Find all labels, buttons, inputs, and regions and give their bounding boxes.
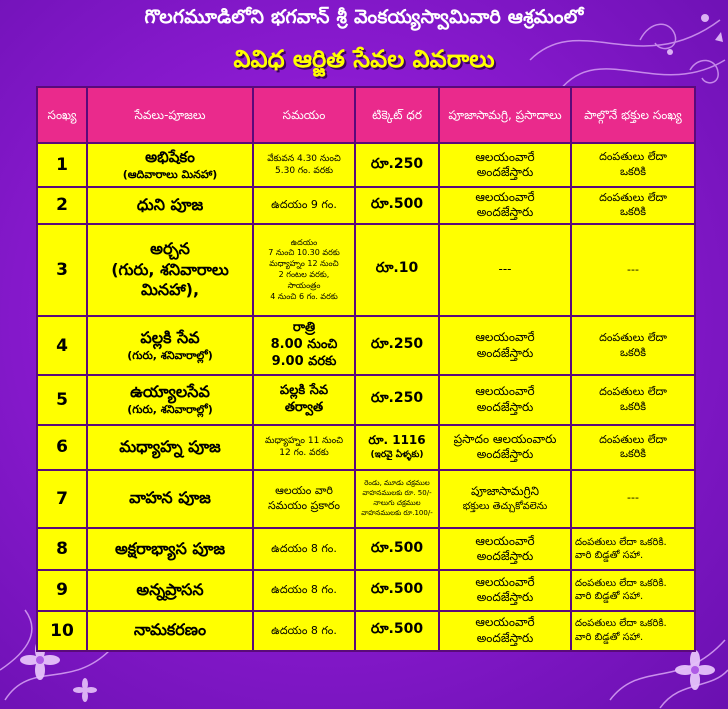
- service-name: అక్షరాభ్యాస పూజ: [87, 528, 253, 570]
- materials: [439, 470, 571, 528]
- service-time: [253, 316, 355, 374]
- materials-line: అందజేస్తారు: [476, 630, 534, 645]
- table-header-row: [37, 87, 695, 143]
- time-line: ఉదయం: [290, 237, 318, 247]
- service-name: ధుని పూజ: [87, 187, 253, 223]
- price-note: (ఇరవై ఏళ్ళకు): [370, 449, 424, 460]
- materials-line: అందజేస్తారు: [476, 165, 534, 180]
- ticket-price: రూ.500: [355, 570, 439, 610]
- materials-line: అందజేస్తారు: [476, 549, 534, 564]
- materials-line: పూజాసామగ్రిని: [470, 484, 539, 499]
- devotees-line: దంపతులు లేదా: [599, 432, 667, 446]
- ticket-price: [355, 425, 439, 469]
- table-row: [37, 425, 695, 469]
- service-name: మధ్యాహ్న పూజ: [87, 425, 253, 469]
- time-line: సాయంత్రం: [287, 280, 321, 290]
- table-row: [37, 611, 695, 651]
- devotees-line: దంపతులు లేదా: [599, 385, 667, 399]
- time-line: తర్వాత: [284, 399, 324, 415]
- service-name: [87, 375, 253, 425]
- devotees-line: దంపతులు లేదా ఒకరికి.: [575, 618, 667, 630]
- materials-line: అందజేస్తారు: [476, 447, 534, 462]
- service-time: [253, 375, 355, 425]
- service-note: (గురు, శనివారాల్లో): [127, 348, 213, 362]
- materials-line: భక్తులు తెచ్చుకోవలెను: [462, 501, 548, 513]
- row-number: 1: [37, 143, 87, 187]
- service-name: [87, 224, 253, 317]
- materials: [439, 187, 571, 223]
- materials: [439, 611, 571, 651]
- time-line: మధ్యాహ్నం 12 నుంచి: [269, 259, 339, 269]
- price-line: వాహనములకు రూ.100/-: [361, 508, 433, 517]
- time-line: మధ్యాహ్నం 11 నుంచి: [264, 436, 344, 447]
- devotees-line: దంపతులు లేదా: [599, 190, 667, 204]
- time-line: 9.00 వరకు: [271, 354, 337, 370]
- table-row: [37, 470, 695, 528]
- column-header-materials: పూజాసామగ్రి, ప్రసాదాలు: [439, 87, 571, 143]
- service-name: [87, 316, 253, 374]
- devotees-line: ఒకరికి: [619, 205, 647, 219]
- devotees-line: ఒకరికి: [619, 345, 647, 359]
- table-row: [37, 224, 695, 317]
- materials-line: అందజేస్తారు: [476, 345, 534, 360]
- time-line: పల్లకి సేవ: [279, 383, 329, 399]
- ticket-price: రూ.500: [355, 611, 439, 651]
- devotees: [571, 528, 695, 570]
- devotees: ---: [571, 224, 695, 317]
- materials-line: అందజేస్తారు: [476, 590, 534, 605]
- devotees-line: వారి బిడ్డతో సహా.: [575, 631, 644, 643]
- service-title: ఉయ్యాలసేవ: [130, 382, 210, 402]
- row-number: 10: [37, 611, 87, 651]
- ticket-price: రూ.250: [355, 143, 439, 187]
- devotees-line: ఒకరికి: [619, 165, 647, 179]
- row-number: 3: [37, 224, 87, 317]
- row-number: 9: [37, 570, 87, 610]
- devotees: [571, 570, 695, 610]
- column-header-time: సమయం: [253, 87, 355, 143]
- service-name: అన్నప్రాసన: [87, 570, 253, 610]
- devotees: [571, 611, 695, 651]
- devotees-line: దంపతులు లేదా ఒకరికి.: [575, 577, 667, 589]
- service-note: (గురు, శనివారాల్లో): [127, 403, 213, 417]
- row-number: 2: [37, 187, 87, 223]
- service-note: (గురు, శనివారాలు: [111, 259, 229, 279]
- materials-line: ఆలయంవారే: [475, 615, 535, 630]
- time-line: సమయం ప్రకారం: [267, 498, 341, 512]
- service-time: ఉదయం 8 గం.: [253, 528, 355, 570]
- materials: [439, 375, 571, 425]
- devotees: [571, 316, 695, 374]
- row-number: 5: [37, 375, 87, 425]
- price-value: రూ. 1116: [368, 432, 426, 447]
- service-time: [253, 143, 355, 187]
- materials: [439, 143, 571, 187]
- materials: [439, 528, 571, 570]
- devotees-line: వారి బిడ్డతో సహా.: [575, 591, 644, 603]
- row-number: 7: [37, 470, 87, 528]
- service-time: [253, 425, 355, 469]
- ticket-price: రూ.250: [355, 375, 439, 425]
- materials-line: అందజేస్తారు: [476, 399, 534, 414]
- materials-line: ఆలయంవారే: [475, 189, 535, 204]
- service-name: వాహన పూజ: [87, 470, 253, 528]
- materials: [439, 316, 571, 374]
- service-time: ఉదయం 9 గం.: [253, 187, 355, 223]
- devotees-line: దంపతులు లేదా: [599, 150, 667, 164]
- devotees: [571, 143, 695, 187]
- devotees: [571, 425, 695, 469]
- materials-line: ఆలయంవారే: [475, 574, 535, 589]
- materials: ---: [439, 224, 571, 317]
- ticket-price: రూ.500: [355, 528, 439, 570]
- row-number: 8: [37, 528, 87, 570]
- materials: [439, 425, 571, 469]
- materials: [439, 570, 571, 610]
- table-row: [37, 375, 695, 425]
- page-title: గొలగమూడిలోని భగవాన్ శ్రీ వెంకయ్యస్వామివారి ఆశ్రమంలో: [144, 6, 584, 28]
- service-name: [87, 143, 253, 187]
- time-line: 2 గంటల వరకు,: [278, 269, 330, 279]
- devotees-line: ఒకరికి: [619, 399, 647, 413]
- ticket-price: [355, 470, 439, 528]
- time-line: ఆలయం వారి: [275, 484, 333, 498]
- devotees-line: వారి బిడ్డతో సహా.: [575, 550, 644, 562]
- service-note: (ఆదివారాలు మినహా): [122, 167, 218, 181]
- devotees: ---: [571, 470, 695, 528]
- time-line: 5.30 గం. వరకు: [275, 166, 333, 177]
- time-line: 8.00 నుంచి: [270, 337, 338, 353]
- table-row: [37, 143, 695, 187]
- service-title: పల్లకి సేవ: [140, 328, 200, 348]
- table-row: [37, 570, 695, 610]
- materials-line: ప్రసాదం ఆలయంవారు: [453, 431, 557, 446]
- service-note: మినహా),: [140, 280, 200, 300]
- column-header-number: సంఖ్య: [37, 87, 87, 143]
- table-row: [37, 316, 695, 374]
- row-number: 6: [37, 425, 87, 469]
- materials-line: ఆలయంవారే: [475, 329, 535, 344]
- materials-line: అందజేస్తారు: [476, 205, 534, 220]
- service-title: అర్చన: [150, 238, 190, 258]
- row-number: 4: [37, 316, 87, 374]
- column-header-service: సేవలు-పూజలు: [87, 87, 253, 143]
- column-header-ticket-price: టిక్కెట్ ధర: [355, 87, 439, 143]
- ticket-price: రూ.250: [355, 316, 439, 374]
- materials-line: ఆలయంవారే: [475, 533, 535, 548]
- service-name: నామకరణం: [87, 611, 253, 651]
- time-line: 4 నుంచి 6 గం. వరకు: [270, 291, 338, 301]
- devotees-line: దంపతులు లేదా: [599, 330, 667, 344]
- service-time: [253, 470, 355, 528]
- devotees: [571, 375, 695, 425]
- devotees-line: దంపతులు లేదా ఒకరికి.: [575, 536, 667, 548]
- materials-line: ఆలయంవారే: [475, 149, 535, 164]
- ticket-price: రూ.500: [355, 187, 439, 223]
- devotees-line: ఒకరికి: [619, 447, 647, 461]
- time-line: వేకువన 4.30 నుంచి: [267, 154, 341, 165]
- price-line: రెండు, మూడు చక్రముల: [364, 479, 430, 488]
- price-line: నాలుగు చక్రముల: [373, 498, 421, 507]
- time-line: రాత్రి: [292, 320, 316, 336]
- price-line: వాహనములకు రూ. 50/-: [362, 488, 432, 497]
- service-time: [253, 224, 355, 317]
- service-time: ఉదయం 8 గం.: [253, 570, 355, 610]
- materials-line: ఆలయంవారే: [475, 384, 535, 399]
- table-row: [37, 528, 695, 570]
- ticket-price: రూ.10: [355, 224, 439, 317]
- page-subtitle: వివిధ ఆర్జిత సేవల వివరాలు: [233, 45, 495, 73]
- devotees: [571, 187, 695, 223]
- column-header-devotees: పాల్గొనే భక్తుల సంఖ్య: [571, 87, 695, 143]
- services-table: [36, 86, 696, 652]
- service-time: ఉదయం 8 గం.: [253, 611, 355, 651]
- time-line: 12 గం. వరకు: [279, 448, 329, 459]
- service-title: అభిషేకం: [145, 148, 195, 167]
- time-line: 7 నుంచి 10.30 వరకు: [268, 248, 340, 258]
- table-row: [37, 187, 695, 223]
